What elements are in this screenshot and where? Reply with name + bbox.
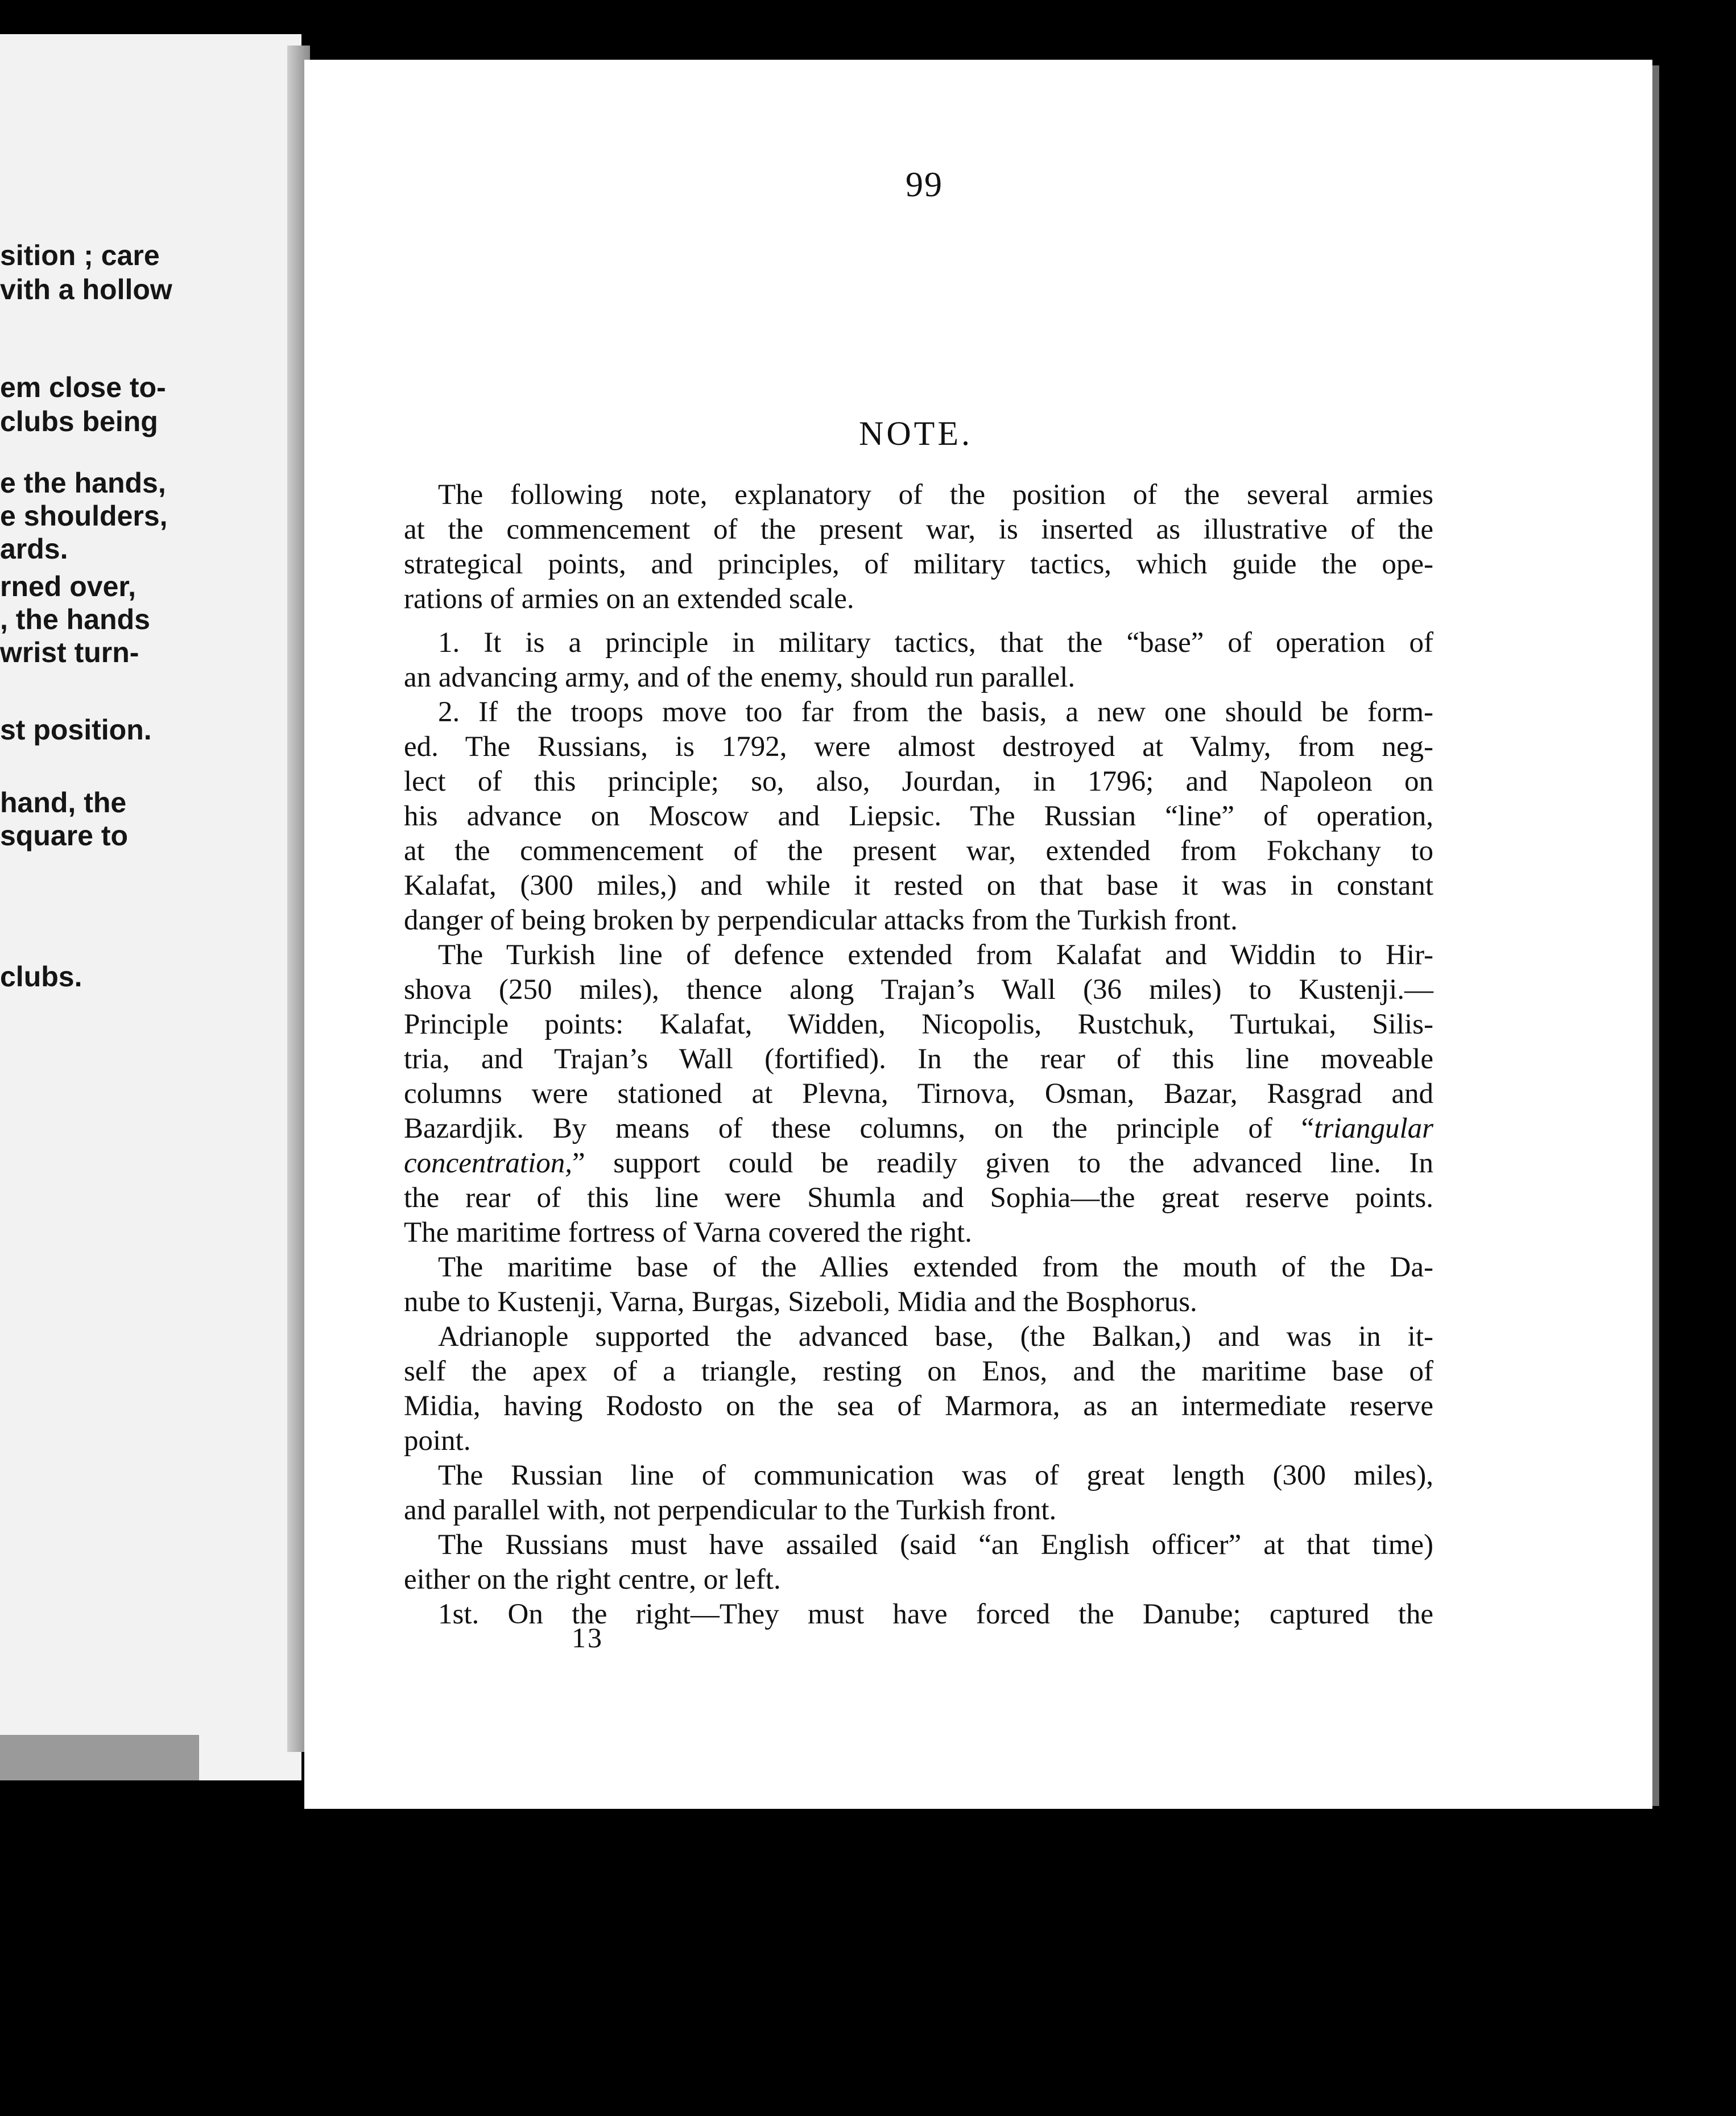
text-line: 2. If the troops move too far from the basis, a new one should be form- [438,696,1433,728]
facing-page-line: clubs. [0,961,82,993]
text-line: The Russians must have assailed (said “an English officer” at that time) [438,1529,1433,1561]
text-line: 1. It is a principle in military tactics, that the “base” of operation of [438,627,1433,659]
facing-page-line: em close to- [0,371,166,403]
text-line: Adrianople supported the advanced base, (the Balkan,) and was in it- [438,1321,1433,1353]
text-line: concentration,” support could be readily given to the advanced line. In [404,1147,1433,1179]
text-line: danger of being broken by perpendicular attacks from the Turkish front. [404,904,1238,936]
text-line: rations of armies on an extended scale. [404,583,854,615]
facing-page [0,34,301,1780]
text-line: lect of this principle; so, also, Jourdan, in 1796; and Napoleon on [404,766,1433,797]
text-line: point. [404,1425,471,1457]
facing-page-line: wrist turn- [0,637,139,668]
text-line: The maritime base of the Allies extended from the mouth of the Da- [438,1251,1433,1283]
note-body [404,478,1433,1632]
facing-page-line: ards. [0,533,68,565]
text-line: nube to Kustenji, Varna, Burgas, Sizeboli, Midia and the Bosphorus. [404,1286,1197,1318]
text-line: either on the right centre, or left. [404,1564,781,1596]
text-line: the rear of this line were Shumla and Sophia—the great reserve points. [404,1182,1433,1214]
facing-page-line: clubs being [0,406,158,437]
signature-mark: 13 [572,1622,604,1654]
text-line: tria, and Trajan’s Wall (fortified). In the rear of this line moveable [404,1043,1433,1075]
text-line: 1st. On the right—They must have forced the Danube; captured the [438,1598,1433,1630]
page-number: 99 [906,166,943,204]
text-line: ed. The Russians, is 1792, were almost destroyed at Valmy, from neg- [404,731,1433,763]
text-line: at the commencement of the present war, is inserted as illustrative of the [404,514,1433,545]
page-edge-shadow [0,1735,199,1780]
text-line: his advance on Moscow and Liepsic. The Russian “line” of operation, [404,800,1433,832]
text-line: The maritime fortress of Varna covered the right. [404,1217,972,1249]
facing-page-line: e the hands, [0,467,166,499]
text-line: Kalafat, (300 miles,) and while it rested on that base it was in constant [404,870,1433,902]
text-line: The following note, explanatory of the position of the several armies [438,479,1433,511]
text-line: The Turkish line of defence extended from Kalafat and Widdin to Hir- [438,939,1433,971]
text-line: The Russian line of communication was of great length (300 miles), [438,1460,1433,1491]
text-line: strategical points, and principles, of military tactics, which guide the ope- [404,548,1433,580]
text-line: at the commencement of the present war, extended from Fokchany to [404,835,1433,867]
text-line: an advancing army, and of the enemy, should run parallel. [404,662,1076,693]
facing-page-line: vith a hollow [0,274,172,305]
facing-page-line: rned over, [0,571,136,602]
facing-page-line: e shoulders, [0,500,168,532]
facing-page-line: , the hands [0,604,150,635]
text-line: and parallel with, not perpendicular to the Turkish front. [404,1494,1057,1526]
text-line: shova (250 miles), thence along Trajan’s Wall (36 miles) to Kustenji.— [404,974,1433,1006]
text-line: self the apex of a triangle, resting on Enos, and the maritime base of [404,1355,1433,1387]
text-line: Bazardjik. By means of these columns, on the principle of “triangular [404,1113,1433,1144]
facing-page-line: st position. [0,714,152,746]
section-title: NOTE. [859,415,973,452]
facing-page-line: hand, the [0,787,127,819]
facing-page-line: sition ; care [0,239,160,271]
text-line: columns were stationed at Plevna, Tirnova, Osman, Bazar, Rasgrad and [404,1078,1433,1110]
page-edge [1652,65,1659,1806]
facing-page-line: square to [0,820,129,852]
text-line: Midia, having Rodosto on the sea of Marmora, as an intermediate reserve [404,1390,1433,1422]
text-line: Principle points: Kalafat, Widden, Nicopolis, Rustchuk, Turtukai, Silis- [404,1009,1433,1040]
